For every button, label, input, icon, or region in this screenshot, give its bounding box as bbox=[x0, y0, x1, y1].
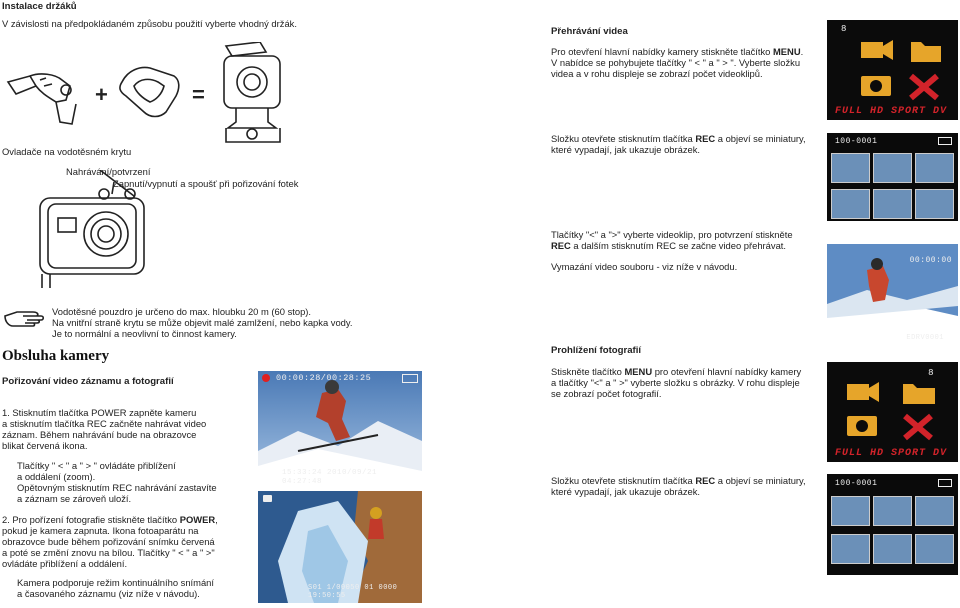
install-intro: V závislosti na předpokládaném způsobu použití vyberte vhodný držák. bbox=[2, 18, 297, 29]
main-menu-screen-1 bbox=[827, 20, 958, 120]
folder2-text-b: a objeví se miniatury, které vypadají, jak ukazuje obrázek. bbox=[551, 475, 806, 498]
tripod-mount-icon bbox=[8, 74, 76, 124]
playback-text-b: . V nabídce se pohybujete tlačítky " < " a " > ". Vyberte složku videa a v rohu displeje se zobrazí počet videoklipů. bbox=[551, 46, 804, 80]
select-text-b: a dalším stisknutím REC se začne video přehrávat. bbox=[570, 240, 786, 252]
thumbnail[interactable] bbox=[831, 496, 870, 526]
playback-text-a: Pro otevření hlavní nabídky kamery stiskněte tlačítko bbox=[551, 46, 773, 57]
housing-front-drawing bbox=[30, 170, 160, 290]
video-playback-screen bbox=[827, 244, 958, 344]
zoom-text: Tlačítky " < " a " > " ovládáte přiblížení a oddálení (zoom). Opětovným stisknutím REC nahrávání zastavíte a záznam se zároveň uloží. bbox=[17, 460, 217, 505]
folder-text-b: a objeví se miniatury, které vypadají, jak ukazuje obrázek. bbox=[551, 133, 806, 156]
thumbnail[interactable] bbox=[915, 189, 954, 219]
rec-indicator-icon bbox=[262, 374, 270, 382]
thumbnail[interactable] bbox=[873, 189, 912, 219]
playback-filename: EDRV0001 bbox=[906, 333, 944, 342]
photo-osd: S01 1/00050 01 0000 19:50:55 bbox=[308, 583, 398, 600]
main-menu-screen-2 bbox=[827, 362, 958, 462]
thumbnail[interactable] bbox=[831, 153, 870, 183]
waterproof-note-2: Na vnitřní straně krytu se může objevit malé zamlžení, nebo kapka vody. bbox=[52, 317, 353, 328]
camera-housing-icon bbox=[224, 42, 280, 142]
thumbs2-battery-icon bbox=[938, 479, 952, 487]
install-title: Instalace držáků bbox=[2, 1, 77, 12]
photo-text-a: Stiskněte tlačítko bbox=[551, 366, 625, 377]
photo-menu-bold: MENU bbox=[624, 366, 653, 377]
folder-rec-bold: REC bbox=[695, 133, 716, 144]
photo-text bbox=[551, 366, 801, 399]
video-timer: 00:00:28/00:28:25 bbox=[276, 373, 372, 383]
photo-capture-screen bbox=[258, 491, 422, 603]
settings-tools-icon bbox=[911, 76, 937, 98]
photo-text-b: pro otevření hlavní nabídky kamery a tlačítky "<" a " >" vyberte složku s obrázky. V rohu displeje se zobrazí počet fotografií. bbox=[551, 366, 802, 400]
thumbnail-screen-2 bbox=[827, 474, 958, 575]
camera-icon bbox=[847, 416, 877, 436]
plus-sign: + bbox=[95, 82, 108, 107]
menu2-logo: FULL HD SPORT DV bbox=[835, 448, 948, 459]
select-text-a: Tlačítky "<" a ">" vyberte videoklip, pro potvrzení stiskněte bbox=[551, 229, 793, 240]
folder-open-text bbox=[551, 133, 806, 155]
thumbnail-screen-1 bbox=[827, 133, 958, 221]
folder2-text-a: Složku otevřete stisknutím tlačítka bbox=[551, 475, 696, 486]
thumbnail[interactable] bbox=[915, 153, 954, 183]
continuous-text: Kamera podporuje režim kontinuálního snímání a časovaného záznamu (viz níže v návodu). bbox=[17, 577, 214, 600]
folder-text-a: Složku otevřete stisknutím tlačítka bbox=[551, 133, 696, 144]
waterproof-note-3: Je to normální a neovlivní to činnost kamery. bbox=[52, 328, 237, 339]
battery-icon bbox=[402, 374, 418, 383]
label-power-button: Zapnutí/vypnutí a spoušť při pořizování fotek bbox=[113, 178, 299, 189]
equals-sign: = bbox=[192, 82, 205, 107]
thumbnail[interactable] bbox=[915, 496, 954, 526]
playback-title: Přehrávání videa bbox=[551, 26, 628, 37]
video-recording-screen bbox=[258, 371, 422, 490]
folder-icon bbox=[911, 42, 941, 62]
select-rec-bold: REC bbox=[551, 240, 571, 252]
thumbnail[interactable] bbox=[831, 534, 870, 564]
video-datetime: 15:33:24 2010/09/21 04:27:48 bbox=[282, 469, 378, 487]
thumbnail[interactable] bbox=[873, 534, 912, 564]
menu1-count: 8 bbox=[841, 24, 847, 34]
playback-text bbox=[551, 46, 803, 79]
pointing-hand-icon bbox=[3, 306, 45, 328]
video-camera-icon bbox=[847, 382, 879, 402]
menu2-grid bbox=[843, 376, 953, 446]
thumbnail[interactable] bbox=[873, 496, 912, 526]
thumbs1-header: 100-0001 bbox=[835, 137, 878, 146]
mount-illustration bbox=[0, 42, 300, 152]
step-2-a: 2. Pro pořízení fotografie stiskněte tlačítko bbox=[2, 514, 180, 525]
menu2-count: 8 bbox=[928, 368, 934, 378]
step-2 bbox=[2, 514, 218, 569]
camera-icon bbox=[263, 495, 272, 502]
step-2-b: , pokud je kamera zapnuta. Ikona fotoaparátu na obrazovce bude během pořizování snímku červená a poté se změní znovu na bílou. Tlačítky " < " a " >" ovládáte přiblížení a oddálení. bbox=[2, 514, 218, 570]
subsection-title: Pořizování video záznamu a fotografií bbox=[2, 376, 174, 387]
controls-title: Ovladače na vodotěsném krytu bbox=[2, 146, 132, 157]
step-1: 1. Stisknutím tlačítka POWER zapněte kameru a stisknutím tlačítka REC začněte nahrávat video záznam. Během nahrávání bude na obrazovce blikat červená ikona. bbox=[2, 407, 207, 452]
camera-icon bbox=[861, 76, 891, 96]
label-record-button: Nahrávání/potvrzení bbox=[66, 166, 151, 177]
bracket-mount-icon bbox=[120, 68, 179, 117]
thumbnail[interactable] bbox=[831, 189, 870, 219]
delete-video-text: Vymazání video souboru - viz níže v návodu. bbox=[551, 261, 738, 272]
photo-title: Prohlížení fotografií bbox=[551, 345, 642, 356]
section-title: Obsluha kamery bbox=[2, 348, 110, 364]
thumbnail[interactable] bbox=[873, 153, 912, 183]
menu1-logo: FULL HD SPORT DV bbox=[835, 106, 948, 117]
select-clip-text bbox=[551, 229, 793, 251]
video-camera-icon bbox=[861, 40, 893, 60]
waterproof-note-1: Vodotěsné pouzdro je určeno do max. hloubku 20 m (60 stop). bbox=[52, 306, 312, 317]
playback-timer: 00:00:00 bbox=[909, 256, 952, 265]
playback-menu-bold: MENU bbox=[772, 46, 801, 57]
thumbs2-header: 100-0001 bbox=[835, 479, 878, 488]
menu1-grid bbox=[857, 32, 957, 108]
thumbs1-battery-icon bbox=[938, 137, 952, 145]
folder2-open-text bbox=[551, 475, 806, 497]
folder-icon bbox=[903, 384, 935, 404]
settings-tools-icon bbox=[905, 416, 931, 438]
step-2-bold: POWER bbox=[179, 514, 216, 525]
folder2-rec-bold: REC bbox=[695, 475, 716, 486]
thumbnail[interactable] bbox=[915, 534, 954, 564]
